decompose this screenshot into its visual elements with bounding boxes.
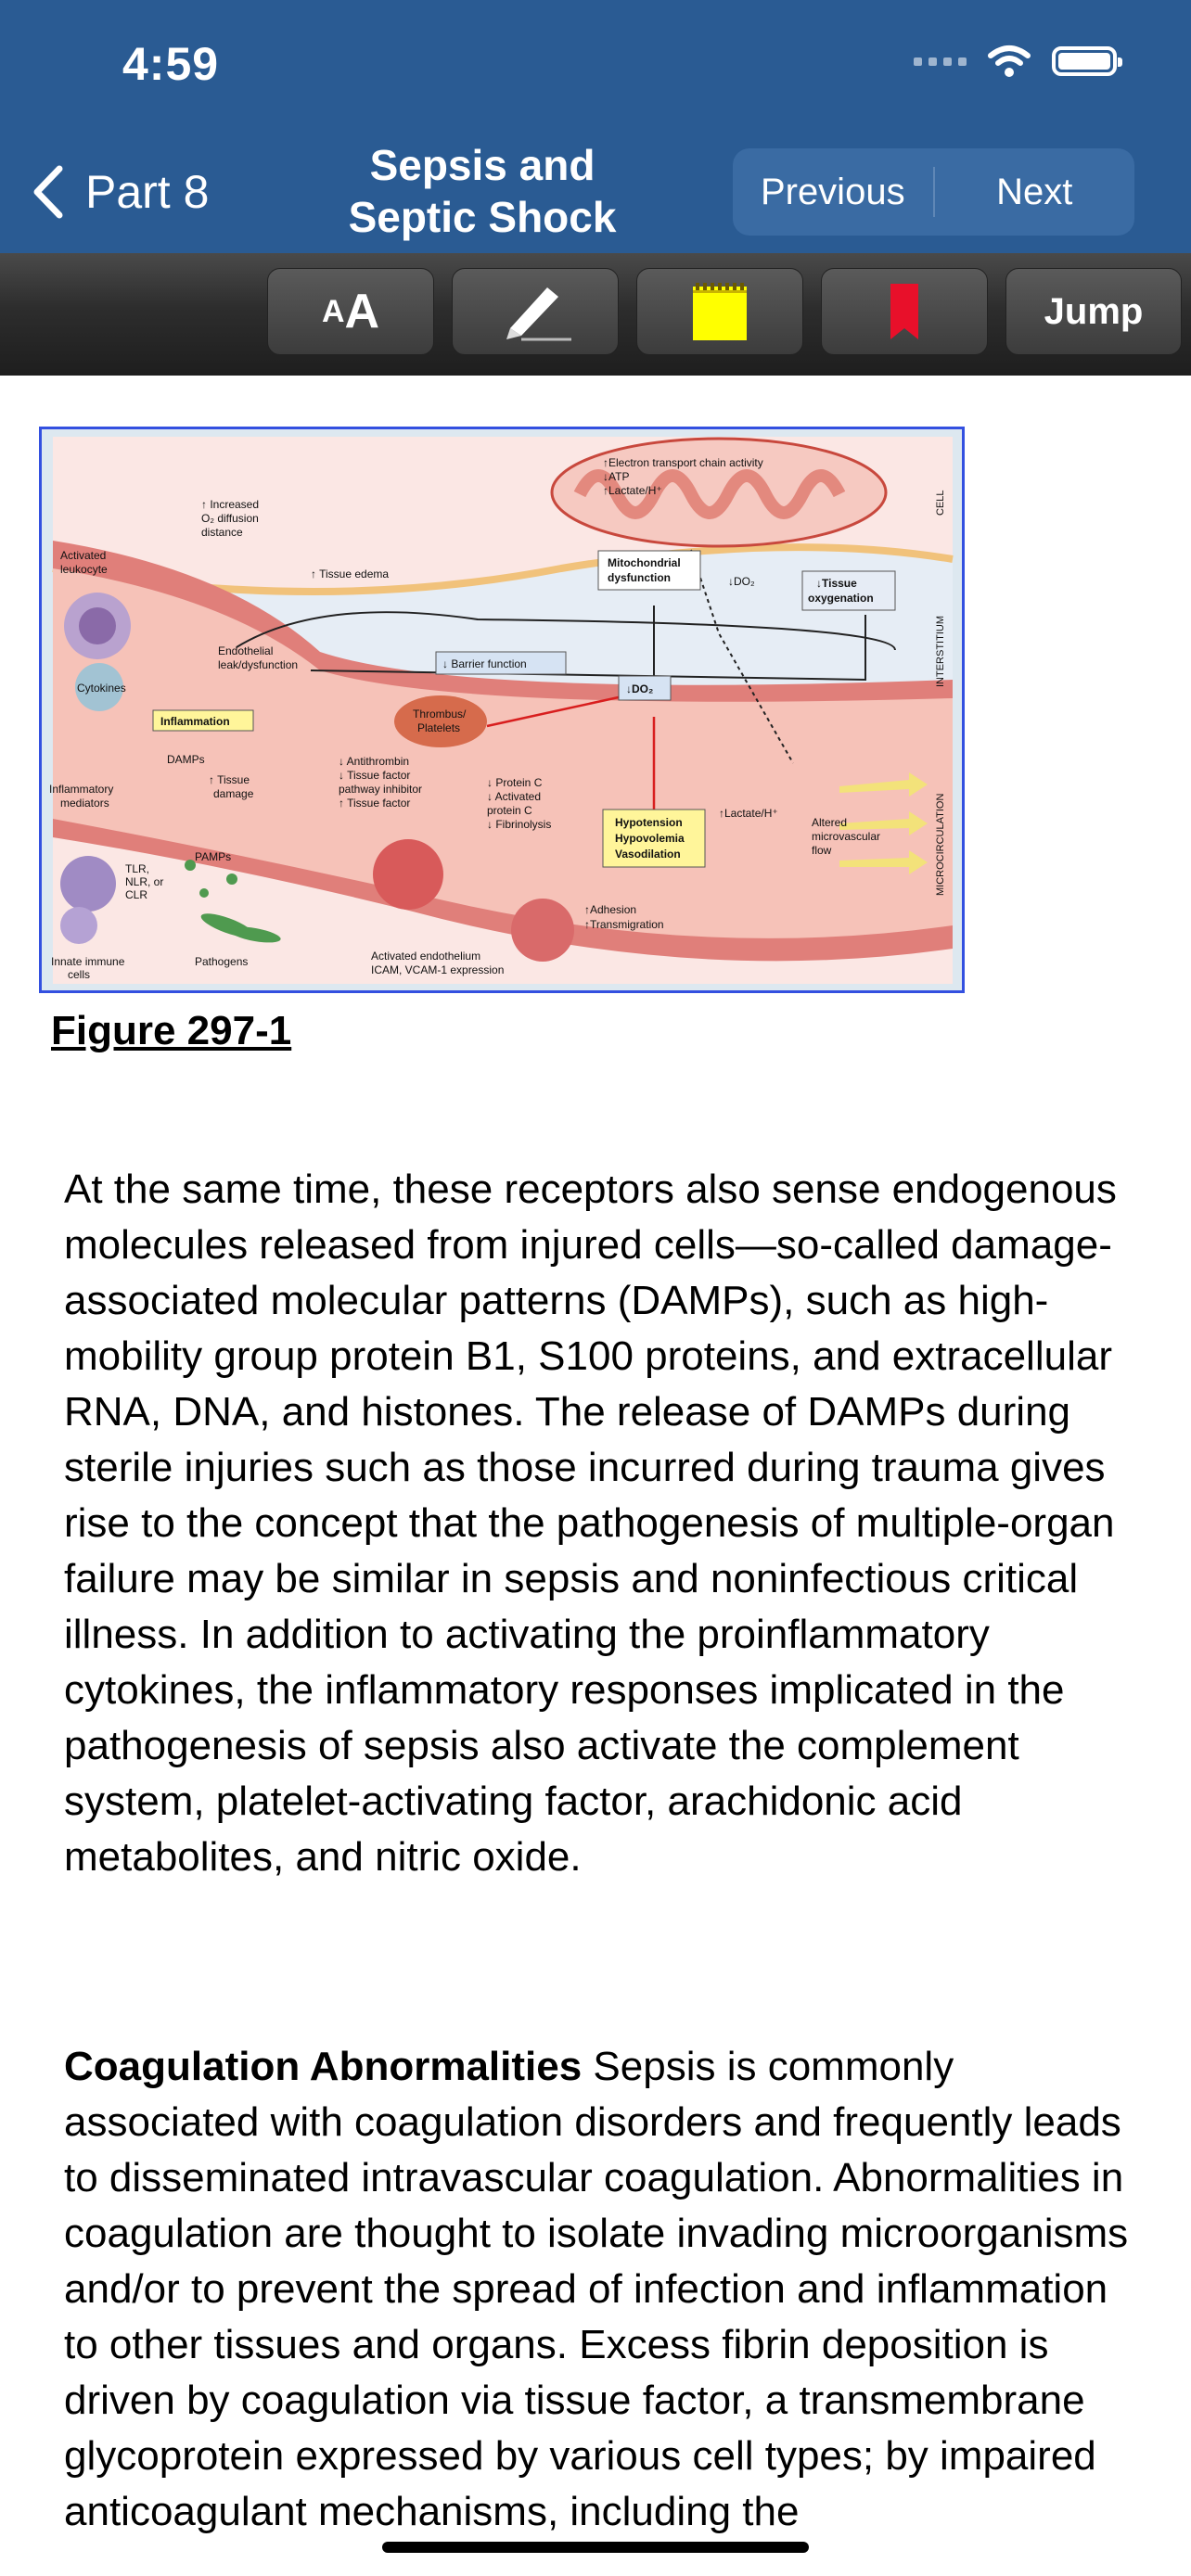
innate-immune-cell-small (60, 907, 97, 944)
bookmark-icon (889, 282, 920, 341)
jump-button-label: Jump (1044, 290, 1144, 332)
transmigrating-cell (373, 839, 443, 910)
label-mito-dysfunction: Mitochondrial dysfunction (608, 556, 681, 584)
cellular-signal-icon (914, 57, 967, 66)
body-paragraph-2-text: Sepsis is commonly associated with coagulation disorders and frequently leads to disseminated intravascular coagulation. Abnormalities in coagulation are thought to isolate invading microorganisms and/or to prevent the spread of infection and inflammation to other tissues and organs. Excess fibrin deposition is driven by coagulation via tissue factor, a transmembrane glycoprotein expressed by various cell types; by impaired anticoagulant mechanisms, including the (64, 2044, 1129, 2534)
label-tissue-edema: ↑ Tissue edema (311, 567, 390, 580)
label-hypotension: Hypotension Hypovolemia Vasodilation (615, 816, 685, 861)
label-endothelial-leak: Endothelial leak/dysfunction (218, 644, 299, 671)
label-side-interstitium: INTERSTITIUM (935, 616, 946, 687)
label-protein-c: ↓ Protein C ↓ Activated protein C ↓ Fibrinolysis (487, 776, 552, 831)
status-time: 4:59 (122, 38, 220, 90)
previous-button[interactable]: Previous (760, 171, 905, 212)
font-size-small-glyph: A (321, 293, 345, 329)
label-cytokines: Cytokines (77, 682, 126, 695)
adhering-cell (511, 899, 574, 962)
font-size-big-glyph: A (344, 285, 380, 338)
reader-content (0, 376, 1191, 2576)
label-side-cell: CELL (935, 490, 946, 516)
label-mito-effects: ↑Electron transport chain activity ↓ATP ↑Lactate/H⁺ (603, 456, 763, 497)
home-indicator[interactable] (382, 2542, 809, 2553)
note-icon (691, 281, 749, 342)
figure-caption-link[interactable]: Figure 297-1 (51, 1008, 292, 1053)
label-increased-o2: ↑ Increased O₂ diffusion distance (201, 498, 260, 539)
reader-toolbar (0, 253, 1191, 376)
label-inflammatory-mediators: Inflammatory mediators (49, 783, 114, 810)
innate-immune-cell (60, 856, 116, 912)
label-damps: DAMPs (167, 753, 205, 766)
page-title-line1: Sepsis and (369, 141, 596, 189)
font-size-button[interactable] (267, 268, 434, 355)
label-do2-small: ↓DO₂ (728, 575, 755, 588)
body-paragraph-2 (64, 2039, 1140, 2540)
page-title-line2: Septic Shock (348, 193, 617, 241)
back-button[interactable] (32, 159, 209, 224)
page-title (306, 139, 659, 243)
label-thrombus: Thrombus/ Platelets (413, 708, 467, 734)
note-button[interactable] (636, 268, 803, 355)
label-pamps: PAMPs (195, 850, 232, 863)
label-do2-box: ↓DO₂ (626, 682, 654, 695)
label-side-microcirculation: MICROCIRCULATION (935, 793, 946, 896)
highlight-button[interactable] (452, 268, 619, 355)
label-barrier-function: ↓ Barrier function (442, 657, 527, 670)
pencil-icon (493, 278, 577, 345)
label-adhesion: ↑Adhesion ↑Transmigration (584, 903, 664, 931)
next-button[interactable]: Next (996, 171, 1073, 212)
status-indicators (914, 45, 1117, 78)
label-innate-cells: Innate immune cells (51, 955, 125, 981)
wifi-icon (987, 45, 1031, 78)
battery-icon (1052, 46, 1117, 76)
section-heading-coagulation: Coagulation Abnormalities (64, 2044, 583, 2089)
label-tlr: TLR, NLR, or CLR (125, 862, 164, 901)
label-tissue-damage: ↑ Tissue damage (209, 773, 254, 800)
sepsis-pathogenesis-diagram (42, 429, 962, 990)
label-activated-endothelium: Activated endothelium ICAM, VCAM-1 expression (371, 950, 505, 976)
label-antithrombin: ↓ Antithrombin ↓ Tissue factor pathway inhibitor ↑ Tissue factor (339, 755, 423, 810)
figure-297-1[interactable] (39, 427, 965, 993)
prev-next-control (733, 148, 1134, 236)
leukocyte-nucleus (79, 607, 116, 644)
jump-button[interactable] (1005, 268, 1182, 355)
label-activated-leukocyte: Activated leukocyte (60, 549, 108, 576)
label-pathogens: Pathogens (195, 955, 249, 968)
label-lactate: ↑Lactate/H⁺ (719, 807, 778, 820)
back-button-label: Part 8 (85, 166, 210, 218)
bookmark-button[interactable] (821, 268, 988, 355)
label-tissue-oxygenation: ↓Tissue oxygenation (808, 577, 874, 605)
label-altered-flow: Altered microvascular flow (812, 816, 881, 857)
body-paragraph-1: At the same time, these receptors also sense endogenous molecules released from injured cells—so-called damage-associated molecular patterns (DAMPs), such as high-mobility group protein B1, S100 proteins, and extracellular RNA, DNA, and histones. The release of DAMPs during sterile injuries such as those incurred during trauma gives rise to the concept that the pathogenesis of multiple-organ failure may be similar in sepsis and noninfectious critical illness. In addition to activating the proinflammatory cytokines, the inflammatory responses implicated in the pathogenesis of sepsis also activate the complement system, platelet-activating factor, arachidonic acid metabolites, and nitric oxide. (64, 1167, 1117, 1880)
label-inflammation: Inflammation (160, 715, 230, 728)
navigation-header (0, 0, 1191, 253)
chevron-left-icon (32, 165, 65, 219)
